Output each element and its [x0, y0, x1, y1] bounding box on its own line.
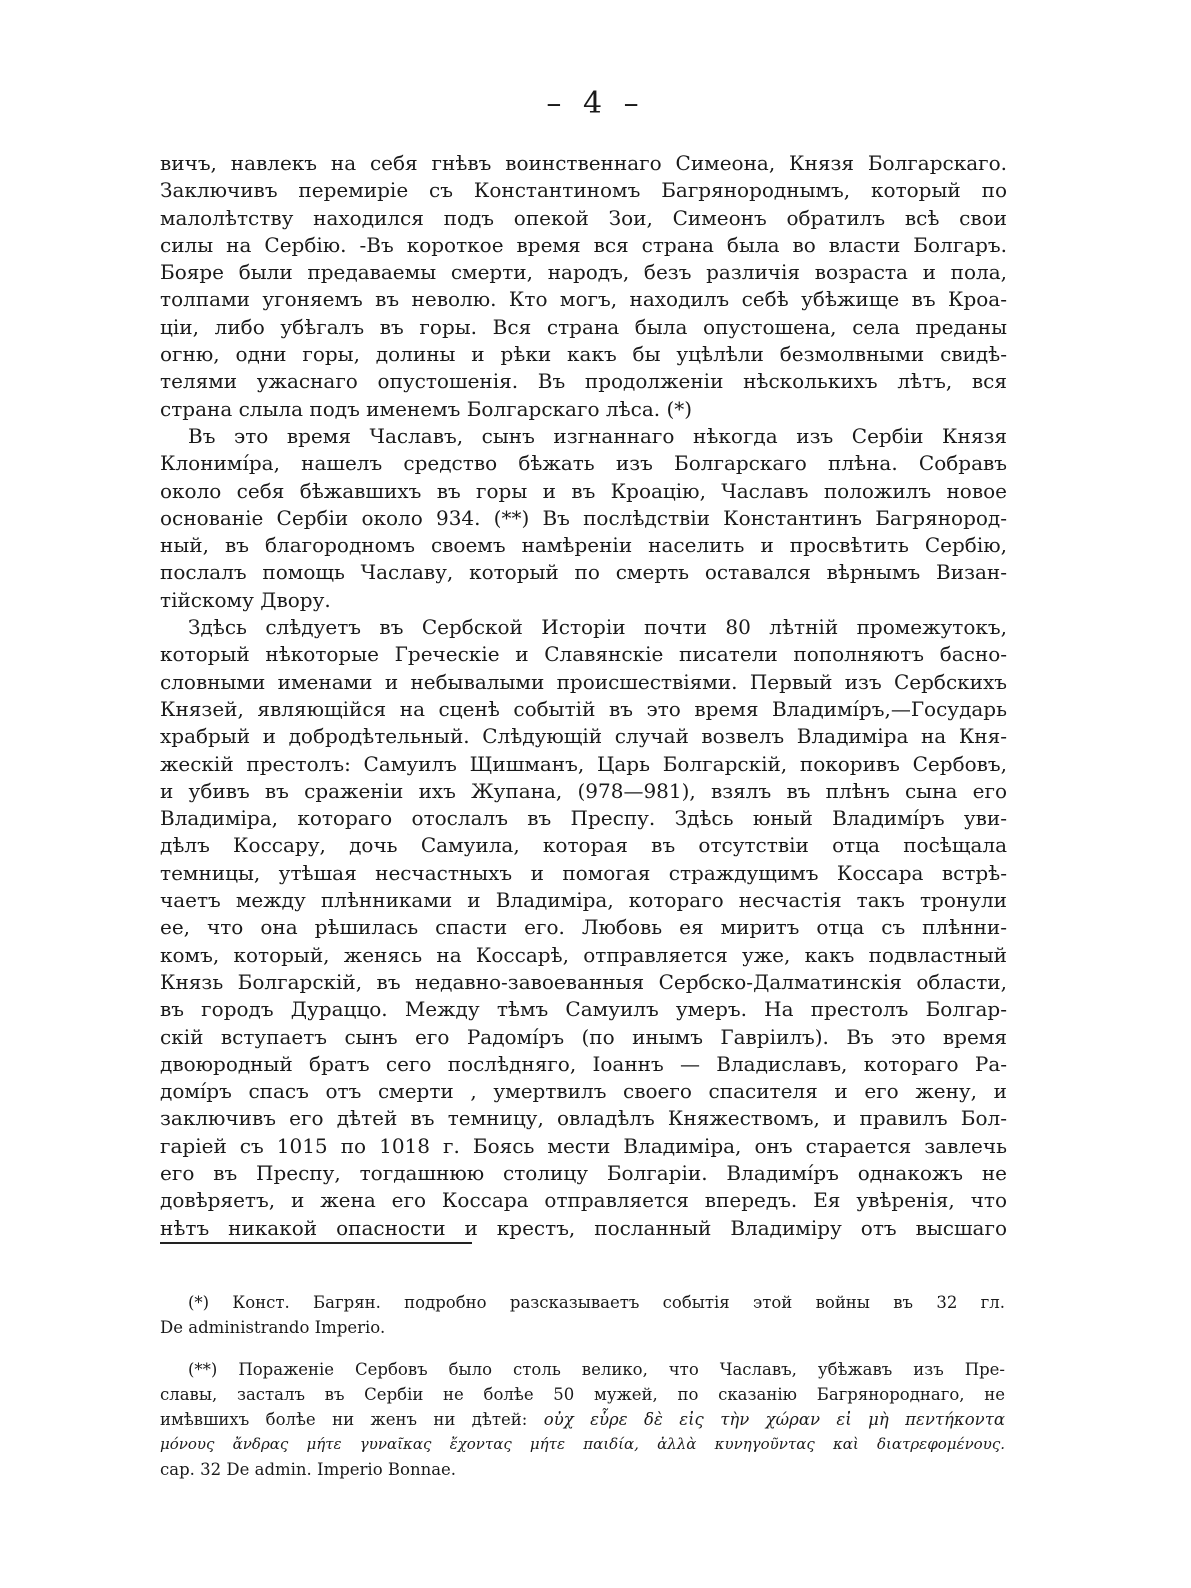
greek-quote-line: μόνους ἄνδρας μήτε γυναῖκας ἔχοντας μήτε παιδία, ἀλλὰ κυνηγοῦντας καὶ διατρεφομένους. — [160, 1435, 1005, 1453]
footnote-line: De administrando Imperio. — [160, 1318, 386, 1337]
text-line: жескій престолъ: Самуилъ Щишманъ, Царь Болгарскій, покоривъ Сербовъ, — [160, 751, 1007, 776]
page-number: – 4 – — [546, 86, 645, 121]
text-line: около себя бѣжавшихъ въ горы и въ Кроацію, Чаславъ положилъ новое — [160, 478, 1007, 503]
main-text — [160, 150, 1007, 1242]
text-line: телями ужаснаго опустошенія. Въ продолженіи нѣсколькихъ лѣтъ, вся — [160, 369, 1007, 394]
footnote-divider — [160, 1242, 472, 1244]
text-line: малолѣтству находился подъ опекой Зои, Симеонъ обратилъ всѣ свои — [160, 205, 1007, 230]
text-line: Князей, являющійся на сценѣ событій въ это время Владимíръ,—Государь — [160, 696, 1007, 721]
text-line: въ городъ Дураццо. Между тѣмъ Самуилъ умеръ. На престолъ Болгар- — [160, 997, 1007, 1022]
text-line: Клонимíра, нашелъ средство бѣжать изъ Болгарскаго плѣна. Собравъ — [160, 451, 1007, 476]
text-line: который нѣкоторые Греческіе и Славянскіе писатели пополняютъ басно- — [160, 642, 1007, 667]
text-line: дѣлъ Коссару, дочь Самуила, которая въ отсутствіи отца посѣщала — [160, 833, 1007, 858]
text-line: основаніе Сербіи около 934. (**) Въ послѣдствіи Константинъ Багрянород- — [160, 505, 1007, 530]
text-line: домíръ спасъ отъ смерти , умертвилъ своего спасителя и его жену, и — [160, 1079, 1007, 1104]
text-line: ціи, либо убѣгалъ въ горы. Вся страна была опустошена, села преданы — [160, 314, 1007, 339]
text-line: послалъ помощь Чаславу, который по смерть оставался вѣрнымъ Визан- — [160, 560, 1007, 585]
text-line: нѣтъ никакой опасности и крестъ, посланный Владиміру отъ высшаго — [160, 1215, 1007, 1240]
footnotes — [160, 1290, 1005, 1482]
text-line: темницы, утѣшая несчастныхъ и помогая страждущимъ Коссара встрѣ- — [160, 860, 1007, 885]
footnote-text: имѣвшихъ болѣе ни женъ ни дѣтей: — [160, 1410, 528, 1429]
text-line: Здѣсь слѣдуетъ въ Сербской Исторіи почти 80 лѣтній промежутокъ, — [188, 615, 1007, 640]
text-line: Князь Болгарскій, въ недавно-завоеванныя Сербско-Далматинскія области, — [160, 969, 1007, 994]
footnote-line: славы, засталъ въ Сербіи не болѣе 50 мужей, по сказанію Багрянороднаго, не — [160, 1385, 1005, 1404]
text-line: довѣряетъ, и жена его Коссара отправляется впередъ. Ея увѣренія, что — [160, 1188, 1007, 1213]
footnote-line: (**) Пораженіе Сербовъ было столь велико, что Чаславъ, убѣжавъ изъ Пре- — [188, 1360, 1005, 1379]
text-line: храбрый и добродѣтельный. Слѣдующій случай возвелъ Владиміра на Кня- — [160, 724, 1007, 749]
text-line: ее, что она рѣшилась спасти его. Любовь ея миритъ отца съ плѣнни- — [160, 915, 1007, 940]
greek-quote: οὐχ εὗρε δὲ εἰς τὴν χώραν εἰ μὴ πεντήκοντα — [543, 1410, 1005, 1429]
text-line: толпами угоняемъ въ неволю. Кто могъ, находилъ себѣ убѣжище въ Кроа- — [160, 287, 1007, 312]
footnote-line — [160, 1407, 1005, 1432]
text-line: словными именами и небывалыми происшествіями. Первый изъ Сербскихъ — [160, 669, 1007, 694]
text-line: его въ Преспу, тогдашнюю столицу Болгаріи. Владимíръ однакожъ не — [160, 1160, 1007, 1185]
footnote-line: (*) Конст. Багрян. подробно разсказываетъ событія этой войны въ 32 гл. — [188, 1293, 1005, 1312]
text-line: двоюродный братъ сего послѣдняго, Іоаннъ — Владиславъ, котораго Ра- — [160, 1051, 1007, 1076]
text-line: чаетъ между плѣнниками и Владиміра, котораго несчастія такъ тронули — [160, 888, 1007, 913]
text-line: Заключивъ перемиріе съ Константиномъ Багрянороднымъ, который по — [160, 178, 1007, 203]
text-line: и убивъ въ сраженіи ихъ Жупана, (978—981), взялъ въ плѣнъ сына его — [160, 778, 1007, 803]
text-line: Въ это время Чаславъ, сынъ изгнаннаго нѣкогда изъ Сербіи Князя — [188, 423, 1007, 448]
text-line: страна слыла подъ именемъ Болгарскаго лѣса. (*) — [160, 396, 693, 421]
text-line: скій вступаетъ сынъ его Радомíръ (по инымъ Гавріилъ). Въ это время — [160, 1024, 1007, 1049]
text-line: Владиміра, котораго отослалъ въ Преспу. Здѣсь юный Владимíръ уви- — [160, 806, 1007, 831]
footnote-2 — [160, 1357, 1005, 1482]
text-line: комъ, который, женясь на Коссарѣ, отправляется уже, какъ подвластный — [160, 942, 1007, 967]
text-line: тійскому Двору. — [160, 587, 331, 612]
footnote-line: cap. 32 De admin. Imperio Bonnae. — [160, 1460, 457, 1479]
footnote-1 — [160, 1290, 1005, 1340]
text-line: вичъ, навлекъ на себя гнѣвъ воинственнаго Симеона, Князя Болгарскаго. — [160, 151, 1007, 175]
text-line: Бояре были предаваемы смерти, народъ, безъ различія возраста и пола, — [160, 260, 1007, 285]
text-line: силы на Сербію. -Въ короткое время вся страна была во власти Болгаръ. — [160, 232, 1007, 257]
text-line: заключивъ его дѣтей въ темницу, овладѣлъ Княжествомъ, и правилъ Бол- — [160, 1106, 1007, 1131]
text-line: ный, въ благородномъ своемъ намѣреніи населить и просвѣтить Сербію, — [160, 533, 1007, 558]
text-line: огню, одни горы, долины и рѣки какъ бы уцѣлѣли безмолвными свидѣ- — [160, 342, 1007, 367]
text-line: гаріей съ 1015 по 1018 г. Боясь мести Владиміра, онъ старается завлечь — [160, 1133, 1007, 1158]
